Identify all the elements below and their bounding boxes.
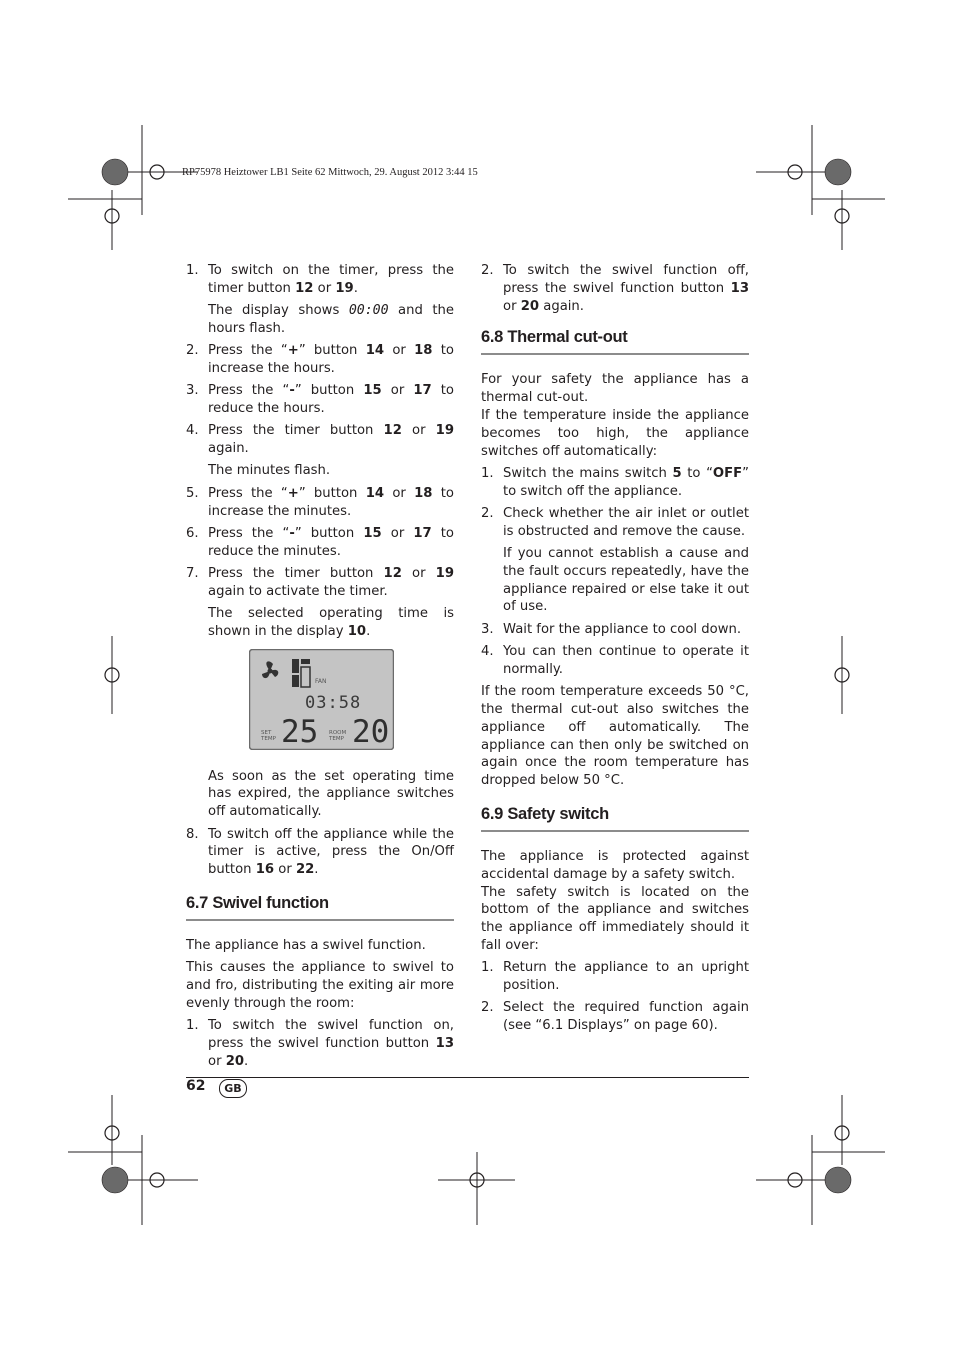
list-item: 7. Press the timer button 12 or 19 again to activate the timer. [186, 565, 454, 599]
list-item: 1. To switch the swivel function on, press the swivel function button 13 or 20. [186, 1018, 454, 1069]
paragraph: The safety switch is located on the bottom of the appliance and switches the appliance off immediately should it fall over: [481, 884, 749, 953]
list-item: 6. Press the “-” button 15 or 17 to reduce the minutes. [186, 525, 455, 559]
paragraph: The appliance has a swivel function. [186, 937, 426, 953]
timer-readout: 03:58 [305, 692, 362, 713]
print-slug: RP75978 Heiztower LB1 Seite 62 Mittwoch, 29. August 2012 3:44 15 [182, 167, 478, 178]
list-item: 1. To switch on the timer, press the timer button 12 or 19. [186, 263, 454, 296]
footer-rule [186, 1077, 749, 1078]
list-note: The minutes flash. [208, 463, 331, 479]
language-badge: GB [219, 1079, 247, 1098]
list-item: 2. To switch the swivel function off, press the swivel function button 13 or 20 again. [481, 263, 749, 314]
right-column [481, 262, 749, 1039]
left-column [186, 262, 454, 1075]
list-note: The display shows 00:00 and the hours flash. [208, 303, 454, 336]
list-item: 2. Press the “+” button 14 or 18 to increase the hours. [186, 343, 455, 376]
paragraph: If the room temperature exceeds 50 °C, the thermal cut-out also switches the appliance off automatically. The appliance can then only be switched on again once the room temperature has dropped below 50 °C. [481, 684, 749, 789]
room-temp-label-2: TEMP [329, 735, 344, 742]
paragraph: This causes the appliance to swivel to and fro, distributing the exiting air more evenly through the room: [186, 960, 454, 1011]
paragraph: The appliance is protected against accidental damage by a safety switch. [481, 848, 749, 882]
set-temp-label-2: TEMP [261, 735, 276, 742]
paragraph: If the temperature inside the appliance becomes too high, the appliance switches off automatically: [481, 407, 749, 459]
list-item: 2. Select the required function again (see “6.1 Displays” on page 60). [481, 1000, 749, 1034]
list-item: 8. To switch off the appliance while the timer is active, press the On/Off button 16 or 22. [186, 826, 454, 878]
list-item: 1. Switch the mains switch 5 to “OFF” to switch off the appliance. [481, 465, 749, 499]
lcd-display-illustration [249, 649, 394, 750]
fan-label: FAN [315, 677, 327, 685]
list-item: 4. Press the timer button 12 or 19 again. [186, 423, 454, 457]
paragraph: For your safety the appliance has a thermal cut-out. [481, 372, 749, 406]
list-item: 1. Return the appliance to an upright position. [481, 960, 749, 993]
list-note: The selected operating time is shown in the display 10. [208, 606, 454, 639]
set-temp-label-1: SET [261, 729, 272, 736]
list-item: 3. Wait for the appliance to cool down. [481, 621, 742, 637]
list-item: 3. Press the “-” button 15 or 17 to reduce the hours. [186, 383, 455, 417]
list-item: 2. Check whether the air inlet or outlet is obstructed and remove the cause. [481, 505, 749, 539]
room-temp-label-1: ROOM [329, 729, 347, 736]
list-item: 4. You can then continue to operate it normally. [481, 644, 749, 677]
section-heading: 6.8 Thermal cut-out [481, 327, 749, 355]
room-temp-value: 20 [352, 713, 390, 750]
list-note: As soon as the set operating time has expired, the appliance switches off automatically. [208, 768, 454, 820]
set-temp-value: 25 [281, 713, 319, 750]
list-note: If you cannot establish a cause and the fault occurs repeatedly, have the appliance repaired or else take it out of use. [503, 546, 749, 615]
section-heading: 6.7 Swivel function [186, 893, 454, 921]
section-heading: 6.9 Safety switch [481, 804, 749, 832]
list-item: 5. Press the “+” button 14 or 18 to increase the minutes. [186, 485, 455, 519]
page-number: 62 [186, 1078, 206, 1094]
